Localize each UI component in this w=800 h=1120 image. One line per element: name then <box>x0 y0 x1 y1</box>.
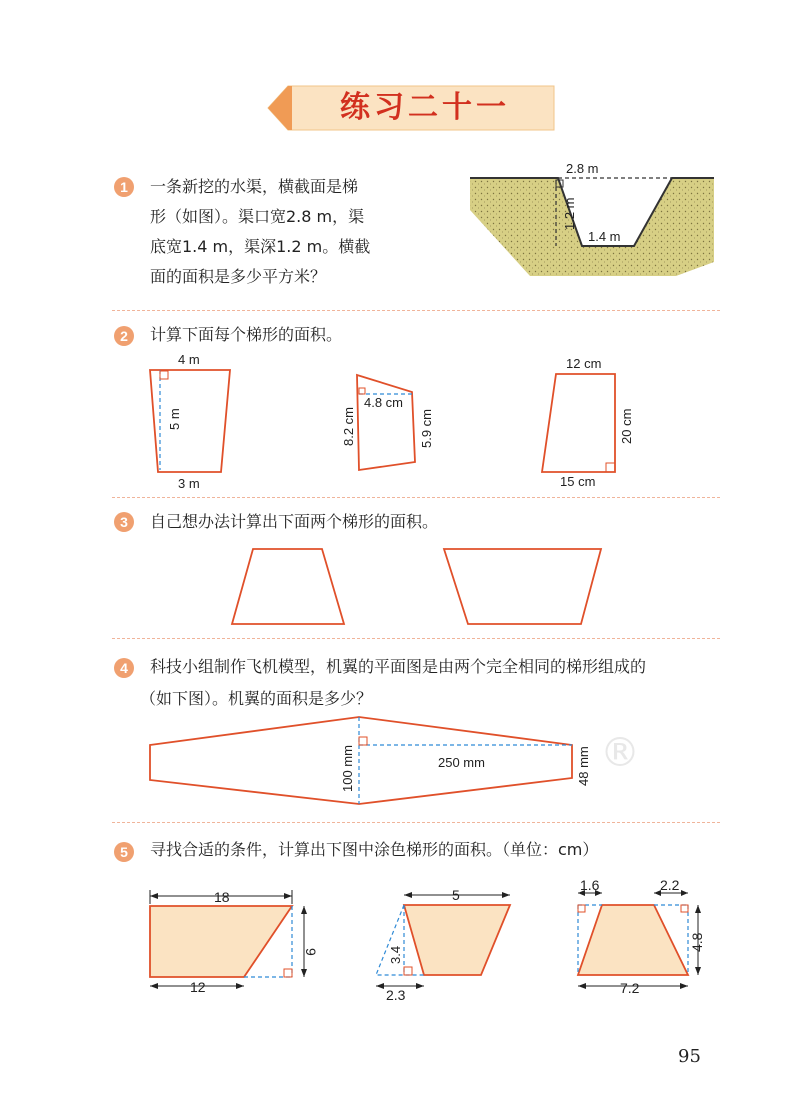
canal-bottom-label: 1.4 m <box>588 229 621 244</box>
trap-c-height-label: 20 cm <box>619 408 634 444</box>
shape-c-height-label: 4.8 <box>689 932 705 952</box>
shape-a-top-label: 18 <box>214 889 230 905</box>
question-2-text: 计算下面每个梯形的面积。 <box>150 325 343 344</box>
shaded-trapezoid-b <box>404 905 510 975</box>
q1-line-2: 形（如图）。渠口宽2.8 m，渠 <box>150 207 365 226</box>
trap-a-height-label: 5 m <box>167 408 182 430</box>
trap-a-top-label: 4 m <box>178 352 200 367</box>
q1-line-1: 一条新挖的水渠，横截面是梯 <box>150 177 359 196</box>
shape-c-right-label: 2.2 <box>660 877 680 893</box>
question-4-line-1: 科技小组制作飞机模型，机翼的平面图是由两个完全相同的梯形组成的 <box>150 657 647 676</box>
shape-b-height-label: 3.4 <box>388 945 403 964</box>
question-number-2: 2 <box>114 326 134 346</box>
trap-a-bottom-label: 3 m <box>178 476 200 491</box>
q1-line-4: 面的面积是多少平方米？ <box>150 267 327 286</box>
wing-length-label: 250 mm <box>438 755 485 770</box>
canal-top-label: 2.8 m <box>566 161 599 176</box>
question-number-4: 4 <box>114 658 134 678</box>
shape-b-top-label: 5 <box>452 887 460 903</box>
question-number-1: 1 <box>114 177 134 197</box>
shape-c-bottom-label: 7.2 <box>620 980 640 996</box>
shape-c-left-label: 1.6 <box>580 877 600 893</box>
question-number-5: 5 <box>114 842 134 862</box>
shape-a-height-label: 9 <box>303 948 319 956</box>
shaded-trapezoid-a <box>150 906 292 977</box>
shape-b-bottom-label: 2.3 <box>386 987 406 1003</box>
page-number: 95 <box>678 1046 701 1067</box>
wing-tip-label: 48 mm <box>576 746 591 786</box>
trap-b-height-label: 4.8 cm <box>364 395 404 410</box>
trap-c-top-label: 12 cm <box>566 356 602 371</box>
watermark-mark: ® <box>600 730 640 776</box>
trap-b-right-label: 5.9 cm <box>419 408 434 448</box>
question-5-text: 寻找合适的条件，计算出下图中涂色梯形的面积。（单位：cm） <box>150 840 599 859</box>
q1-line-3: 底宽1.4 m，渠深1.2 m。横截 <box>150 237 371 256</box>
trap-c-bottom-label: 15 cm <box>560 474 596 489</box>
wing-height-label: 100 mm <box>340 745 355 792</box>
canal-depth-label: 1.2 m <box>562 197 577 230</box>
trap-b-left-label: 8.2 cm <box>341 406 356 446</box>
question-4-line-2: （如下图）。机翼的面积是多少？ <box>140 689 373 708</box>
shape-a-bottom-label: 12 <box>190 979 206 995</box>
question-number-3: 3 <box>114 512 134 532</box>
page-title: 练习二十一 <box>340 90 510 125</box>
question-3-text: 自己想办法计算出下面两个梯形的面积。 <box>150 512 439 531</box>
shaded-trapezoid-c <box>578 905 688 975</box>
